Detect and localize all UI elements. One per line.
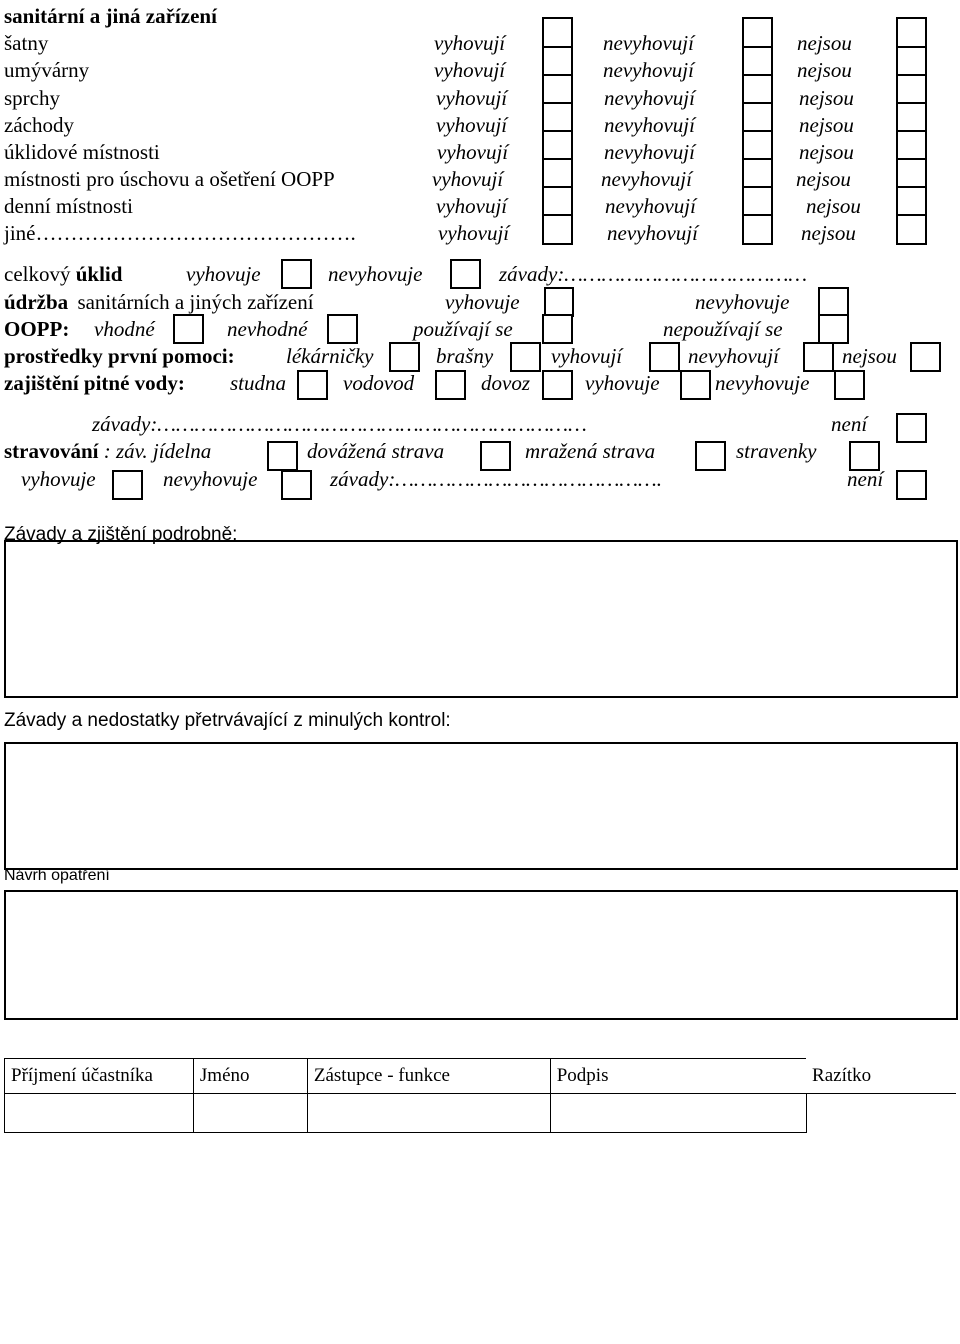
water-delivery-checkbox[interactable] — [542, 370, 573, 400]
cleaning-ok-checkbox[interactable] — [281, 259, 312, 289]
section-title: sanitární a jiná zařízení — [4, 4, 217, 28]
oopp-used-label: používají se — [413, 317, 513, 341]
header-stamp: Razítko — [806, 1059, 956, 1094]
first-aid-none-checkbox[interactable] — [910, 342, 941, 372]
checkbox-none[interactable] — [896, 46, 927, 76]
checkbox-none[interactable] — [896, 130, 927, 160]
water-not-ok-checkbox[interactable] — [834, 370, 865, 400]
option-none-label: nejsou — [797, 31, 852, 55]
catering-not-ok-checkbox[interactable] — [281, 470, 312, 500]
option-none-label: nejsou — [799, 113, 854, 137]
oopp-label: OOPP: — [4, 317, 70, 341]
water-none-checkbox[interactable] — [896, 413, 927, 443]
header-representative: Zástupce - funkce — [307, 1059, 550, 1094]
catering-label-rest: : záv. jídelna — [103, 439, 212, 463]
row-label: sprchy — [4, 86, 60, 110]
first-aid-bags-checkbox[interactable] — [510, 342, 541, 372]
header-signature: Podpis — [550, 1059, 806, 1094]
row-label: úklidové místnosti — [4, 140, 160, 164]
row-label: jiné………………………………………. — [4, 221, 356, 245]
option-not-ok-label: nevyhovují — [603, 31, 694, 55]
cell-stamp — [806, 1094, 956, 1133]
checkbox-none[interactable] — [896, 186, 927, 216]
checkbox-not-ok[interactable] — [742, 158, 773, 188]
option-none-label: nejsou — [799, 140, 854, 164]
first-aid-kits-label: lékárničky — [286, 344, 374, 368]
catering-defects: závady:……………………………………. — [330, 467, 662, 491]
cell-surname[interactable] — [5, 1094, 194, 1133]
row-label: umývárny — [4, 58, 90, 82]
cell-signature[interactable] — [550, 1094, 806, 1133]
catering-none-label: není — [847, 467, 884, 491]
checkbox-ok[interactable] — [542, 17, 573, 48]
maintenance-ok-checkbox[interactable] — [544, 287, 574, 317]
checkbox-not-ok[interactable] — [742, 130, 773, 160]
row-label: šatny — [4, 31, 49, 55]
first-aid-not-ok-checkbox[interactable] — [803, 342, 834, 372]
option-ok-label: vyhovují — [434, 31, 506, 55]
option-ok-label: vyhovují — [436, 86, 508, 110]
checkbox-ok[interactable] — [542, 130, 573, 160]
oopp-unsuitable-label: nevhodné — [227, 317, 308, 341]
checkbox-not-ok[interactable] — [742, 186, 773, 216]
water-label: zajištění pitné vody: — [4, 371, 185, 395]
checkbox-none[interactable] — [896, 214, 927, 245]
checkbox-not-ok[interactable] — [742, 214, 773, 245]
checkbox-not-ok[interactable] — [742, 17, 773, 48]
water-ok-label: vyhovuje — [585, 371, 660, 395]
water-well-label: studna — [230, 371, 287, 395]
option-not-ok-label: nevyhovují — [603, 58, 694, 82]
water-defects: závady:…………………………………………………………… — [92, 412, 587, 436]
first-aid-bags-label: brašny — [436, 344, 494, 368]
header-name: Jméno — [193, 1059, 307, 1094]
checkbox-none[interactable] — [896, 102, 927, 132]
first-aid-ok-label: vyhovují — [551, 344, 623, 368]
checkbox-none[interactable] — [896, 17, 927, 48]
persisting-defects-heading: Závady a nedostatky přetrvávající z minulých kontrol: — [4, 710, 451, 731]
water-supply-checkbox[interactable] — [435, 370, 466, 400]
defects-detail-textarea[interactable] — [4, 540, 958, 698]
catering-frozen-label: mražená strava — [525, 439, 656, 463]
cleaning-label-prefix: celkový — [4, 262, 71, 286]
option-ok-label: vyhovují — [434, 58, 506, 82]
oopp-not-used-checkbox[interactable] — [818, 314, 849, 344]
option-not-ok-label: nevyhovují — [604, 113, 695, 137]
option-ok-label: vyhovují — [437, 140, 509, 164]
water-delivery-label: dovoz — [481, 371, 530, 395]
option-none-label: nejsou — [801, 221, 856, 245]
catering-label — [4, 439, 211, 463]
catering-not-ok-label: nevyhovuje — [163, 467, 258, 491]
maintenance-not-ok-label: nevyhovuje — [695, 290, 790, 314]
option-none-label: nejsou — [796, 167, 851, 191]
proposal-textarea[interactable] — [4, 890, 958, 1020]
option-ok-label: vyhovují — [432, 167, 504, 191]
option-ok-label: vyhovují — [438, 221, 510, 245]
cell-name[interactable] — [193, 1094, 307, 1133]
option-not-ok-label: nevyhovují — [604, 140, 695, 164]
oopp-not-used-label: nepoužívají se — [663, 317, 783, 341]
checkbox-ok[interactable] — [542, 102, 573, 132]
signature-table-header-row — [5, 1059, 957, 1094]
header-surname: Příjmení účastníka — [5, 1059, 194, 1094]
checkbox-ok[interactable] — [542, 214, 573, 245]
checkbox-ok[interactable] — [542, 186, 573, 216]
maintenance-not-ok-checkbox[interactable] — [818, 287, 849, 317]
persisting-defects-textarea[interactable] — [4, 742, 958, 870]
checkbox-ok[interactable] — [542, 74, 573, 104]
maintenance-label-bold: údržba — [4, 290, 69, 314]
checkbox-ok[interactable] — [542, 46, 573, 76]
maintenance-ok-label: vyhovuje — [445, 290, 520, 314]
defects-detail-heading: Závady a zjištění podrobně: — [4, 524, 238, 545]
oopp-suitable-checkbox[interactable] — [173, 314, 204, 344]
signature-table-row — [5, 1094, 957, 1133]
checkbox-none[interactable] — [896, 74, 927, 104]
water-well-checkbox[interactable] — [297, 370, 328, 400]
option-not-ok-label: nevyhovují — [601, 167, 692, 191]
catering-vouchers-label: stravenky — [736, 439, 817, 463]
checkbox-ok[interactable] — [542, 158, 573, 188]
first-aid-ok-checkbox[interactable] — [649, 342, 680, 372]
option-ok-label: vyhovují — [436, 113, 508, 137]
row-label: záchody — [4, 113, 74, 137]
catering-ok-label: vyhovuje — [21, 467, 96, 491]
first-aid-none-label: nejsou — [842, 344, 897, 368]
row-label: místnosti pro úschovu a ošetření OOPP — [4, 167, 335, 191]
cleaning-label — [4, 262, 122, 286]
proposal-heading: Návrh opatření — [4, 867, 110, 884]
catering-none-checkbox[interactable] — [896, 470, 927, 500]
signature-table — [4, 1058, 956, 1133]
oopp-used-checkbox[interactable] — [542, 314, 573, 344]
catering-ok-checkbox[interactable] — [112, 470, 143, 500]
option-not-ok-label: nevyhovují — [607, 221, 698, 245]
checkbox-not-ok[interactable] — [742, 46, 773, 76]
option-none-label: nejsou — [797, 58, 852, 82]
option-not-ok-label: nevyhovují — [604, 86, 695, 110]
maintenance-label-rest: sanitárních a jiných zařízení — [77, 290, 314, 314]
cleaning-ok-label: vyhovuje — [186, 262, 261, 286]
first-aid-not-ok-label: nevyhovují — [688, 344, 779, 368]
catering-delivered-label: dovážená strava — [307, 439, 445, 463]
checkbox-not-ok[interactable] — [742, 102, 773, 132]
checkbox-none[interactable] — [896, 158, 927, 188]
option-not-ok-label: nevyhovují — [605, 194, 696, 218]
cell-representative[interactable] — [307, 1094, 550, 1133]
cleaning-not-ok-label: nevyhovuje — [328, 262, 423, 286]
oopp-unsuitable-checkbox[interactable] — [327, 314, 358, 344]
water-not-ok-label: nevyhovuje — [715, 371, 810, 395]
catering-label-bold: stravování — [4, 439, 99, 463]
row-label: denní místnosti — [4, 194, 133, 218]
first-aid-label: prostředky první pomoci: — [4, 344, 235, 368]
cleaning-label-bold: úklid — [75, 262, 123, 286]
catering-canteen-checkbox[interactable] — [267, 441, 298, 471]
catering-frozen-checkbox[interactable] — [695, 441, 726, 471]
option-none-label: nejsou — [799, 86, 854, 110]
maintenance-label — [4, 290, 314, 314]
checkbox-not-ok[interactable] — [742, 74, 773, 104]
cleaning-not-ok-checkbox[interactable] — [450, 259, 481, 289]
option-none-label: nejsou — [806, 194, 861, 218]
option-ok-label: vyhovují — [436, 194, 508, 218]
first-aid-kits-checkbox[interactable] — [389, 342, 420, 372]
cleaning-defects: závady:………………………………… — [499, 262, 808, 286]
water-ok-checkbox[interactable] — [680, 370, 711, 400]
water-none-label: není — [831, 412, 868, 436]
water-supply-label: vodovod — [343, 371, 415, 395]
oopp-suitable-label: vhodné — [94, 317, 155, 341]
